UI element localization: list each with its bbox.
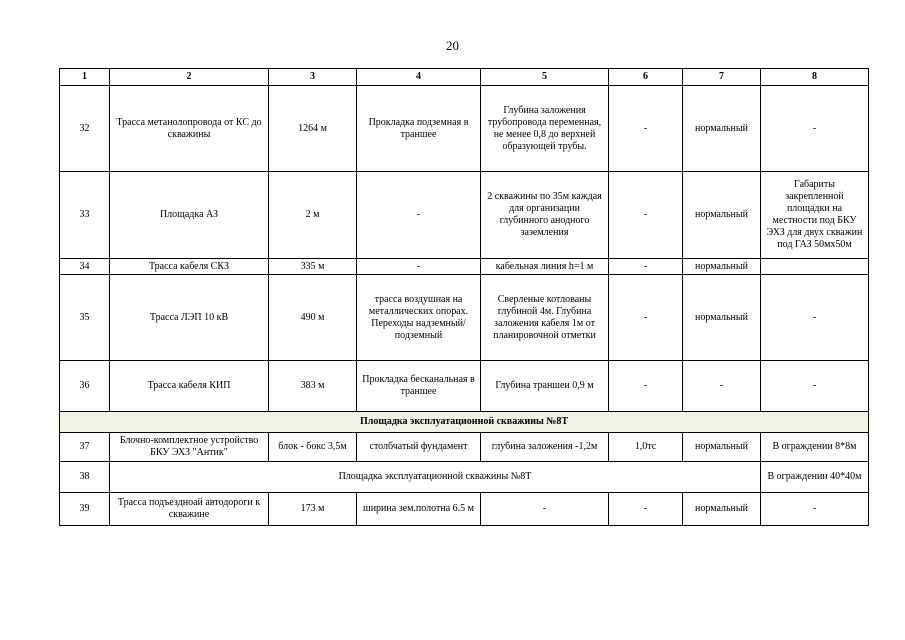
- table-row: [60, 493, 869, 526]
- column-header: 8: [761, 69, 869, 86]
- construction-type: ширина зем.полотна 6.5 м: [357, 493, 481, 526]
- object-size: 2 м: [269, 172, 357, 259]
- load-value: 1,0тс: [609, 433, 683, 462]
- row-number: 38: [60, 462, 110, 493]
- foundation-depth: Глубина заложения трубопровода переменная, не менее 0,8 до верхней образующей трубы.: [481, 86, 609, 172]
- table-row: [60, 462, 869, 493]
- column-header: 3: [269, 69, 357, 86]
- object-name: Трасса кабеля СКЗ: [110, 259, 269, 275]
- notes: Габариты закрепленной площадки на местности под БКУ ЭХЗ для двух скважин под ГАЗ 50мх50м: [761, 172, 869, 259]
- notes: -: [761, 86, 869, 172]
- load-value: -: [609, 86, 683, 172]
- column-header: 1: [60, 69, 110, 86]
- foundation-depth: глубина заложения -1,2м: [481, 433, 609, 462]
- object-size: 335 м: [269, 259, 357, 275]
- column-header: 5: [481, 69, 609, 86]
- notes: [761, 259, 869, 275]
- object-size: 1264 м: [269, 86, 357, 172]
- object-size: 383 м: [269, 361, 357, 412]
- regime: нормальный: [683, 259, 761, 275]
- row-number: 32: [60, 86, 110, 172]
- regime: -: [683, 361, 761, 412]
- table-row: [60, 259, 869, 275]
- construction-type: -: [357, 172, 481, 259]
- table-row: [60, 86, 869, 172]
- object-name: Площадка эксплуатационной скважины №8Т: [110, 462, 761, 493]
- foundation-depth: Глубина траншеи 0,9 м: [481, 361, 609, 412]
- table-row: [60, 361, 869, 412]
- regime: нормальный: [683, 172, 761, 259]
- row-number: 34: [60, 259, 110, 275]
- construction-type: столбчатый фундамент: [357, 433, 481, 462]
- notes: -: [761, 361, 869, 412]
- row-number: 39: [60, 493, 110, 526]
- section-heading-row: [60, 412, 869, 433]
- table-row: [60, 275, 869, 361]
- column-header: 2: [110, 69, 269, 86]
- row-number: 37: [60, 433, 110, 462]
- foundation-depth: -: [481, 493, 609, 526]
- construction-type: трасса воздушная на металлических опорах. Переходы надземный/подземный: [357, 275, 481, 361]
- load-value: -: [609, 259, 683, 275]
- column-header: 7: [683, 69, 761, 86]
- row-number: 36: [60, 361, 110, 412]
- object-name: Площадка АЗ: [110, 172, 269, 259]
- object-name: Трасса метанолопровода от КС до скважины: [110, 86, 269, 172]
- object-name: Трасса ЛЭП 10 кВ: [110, 275, 269, 361]
- regime: нормальный: [683, 493, 761, 526]
- object-name: Блочно-комплектное устройство БКУ ЭХЗ "Антик": [110, 433, 269, 462]
- structures-table: [59, 68, 869, 526]
- notes: В ограждении 8*8м: [761, 433, 869, 462]
- table-row: [60, 172, 869, 259]
- load-value: -: [609, 275, 683, 361]
- foundation-depth: кабельная линия h=1 м: [481, 259, 609, 275]
- foundation-depth: 2 скважины по 35м каждая для организации глубинного анодного заземления: [481, 172, 609, 259]
- construction-type: Прокладка подземная в траншее: [357, 86, 481, 172]
- header-row: [60, 69, 869, 86]
- regime: нормальный: [683, 86, 761, 172]
- page-number: 20: [446, 38, 459, 53]
- construction-type: Прокладка бесканальная в траншее: [357, 361, 481, 412]
- object-size: 173 м: [269, 493, 357, 526]
- regime: нормальный: [683, 433, 761, 462]
- notes: -: [761, 275, 869, 361]
- load-value: -: [609, 361, 683, 412]
- object-name: Трасса подъездноай автодороги к скважине: [110, 493, 269, 526]
- notes: В ограждении 40*40м: [761, 462, 869, 493]
- load-value: -: [609, 493, 683, 526]
- row-number: 33: [60, 172, 110, 259]
- column-header: 4: [357, 69, 481, 86]
- object-name: Трасса кабеля КИП: [110, 361, 269, 412]
- row-number: 35: [60, 275, 110, 361]
- foundation-depth: Сверленые котлованы глубиной 4м. Глубина заложения кабеля 1м от планировочной отметки: [481, 275, 609, 361]
- object-size: 490 м: [269, 275, 357, 361]
- load-value: -: [609, 172, 683, 259]
- table-row: [60, 433, 869, 462]
- section-title: Площадка эксплуатационной скважины №8Т: [60, 412, 869, 433]
- column-header: 6: [609, 69, 683, 86]
- construction-type: -: [357, 259, 481, 275]
- regime: нормальный: [683, 275, 761, 361]
- notes: -: [761, 493, 869, 526]
- object-size: блок - бокс 3,5м: [269, 433, 357, 462]
